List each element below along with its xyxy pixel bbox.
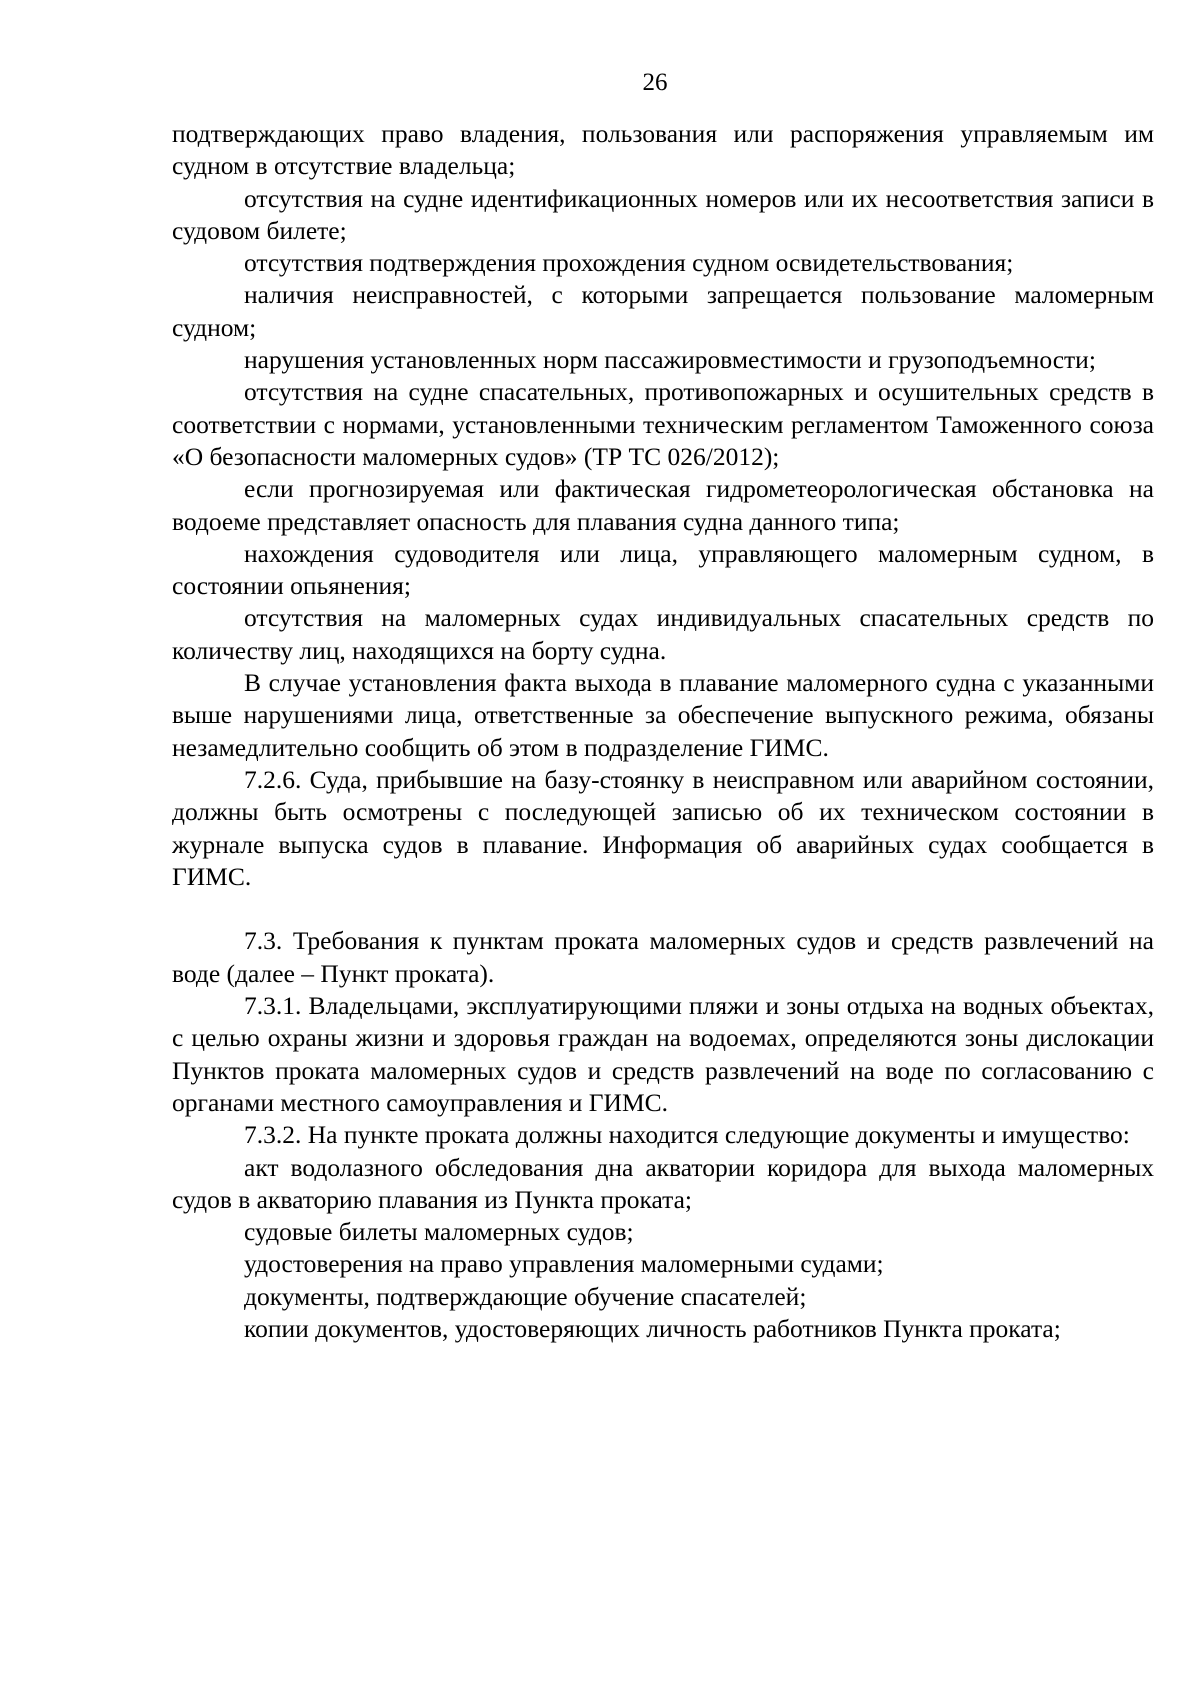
paragraph: если прогнозируемая или фактическая гидрометеорологическая обстановка на водоеме представляет опасность для плавания судна данного типа; bbox=[172, 474, 1154, 536]
paragraph: отсутствия на маломерных судах индивидуальных спасательных средств по количеству лиц, находящихся на борту судна. bbox=[172, 603, 1154, 665]
page-number: 26 bbox=[642, 69, 668, 96]
paragraph: наличия неисправностей, с которыми запрещается пользование маломерным судном; bbox=[172, 280, 1154, 342]
paragraph: подтверждающих право владения, пользования или распоряжения управляемым им судном в отсутствие владельца; bbox=[172, 119, 1154, 181]
paragraph: акт водолазного обследования дна акватории коридора для выхода маломерных судов в акваторию плавания из Пункта проката; bbox=[172, 1152, 1154, 1214]
paragraph: отсутствия на судне спасательных, противопожарных и осушительных средств в соответствии с нормами, установленными техническим регламентом Таможенного союза «О безопасности маломерных судов» (ТР ТС 026/2012); bbox=[172, 377, 1154, 471]
paragraph: 7.3.1. Владельцами, эксплуатирующими пляжи и зоны отдыха на водных объектах, с целью охраны жизни и здоровья граждан на водоемах, определяются зоны дислокации Пунктов проката маломерных судов и средств развлечений на воде по согласованию с органами местного самоуправления и ГИМС. bbox=[172, 991, 1154, 1117]
paragraph: удостоверения на право управления маломерными судами; bbox=[244, 1249, 884, 1279]
document-body bbox=[172, 118, 1154, 1345]
paragraph: нарушения установленных норм пассажировместимости и грузоподъемности; bbox=[244, 345, 1096, 375]
paragraph: нахождения судоводителя или лица, управляющего маломерным судном, в состоянии опьянения; bbox=[172, 538, 1154, 601]
paragraph: копии документов, удостоверяющих личность работников Пункта проката; bbox=[244, 1313, 1061, 1343]
paragraph: отсутствия подтверждения прохождения судном освидетельствования; bbox=[244, 248, 1014, 278]
paragraph: отсутствия на судне идентификационных номеров или их несоответствия записи в судовом билете; bbox=[172, 183, 1154, 245]
paragraph: В случае установления факта выхода в плавание маломерного судна с указанными выше нарушениями лица, ответственные за обеспечение выпускного режима, обязаны незамедлительно сообщить об этом в подразделение ГИМС. bbox=[172, 668, 1154, 762]
paragraph: 7.2.6. Суда, прибывшие на базу-стоянку в неисправном или аварийном состоянии, должны быть осмотрены с последующей записью об их техническом состоянии в журнале выпуска судов в плавание. Информация об аварийных судах сообщается в ГИМС. bbox=[172, 764, 1154, 891]
paragraph: судовые билеты маломерных судов; bbox=[244, 1217, 634, 1247]
paragraph: 7.3.2. На пункте проката должны находится следующие документы и имущество: bbox=[244, 1120, 1130, 1150]
section-heading-7-3: 7.3. Требования к пунктам проката маломерных судов и средств развлечений на воде (далее – Пункт проката). bbox=[172, 926, 1154, 988]
paragraph: документы, подтверждающие обучение спасателей; bbox=[244, 1281, 807, 1311]
